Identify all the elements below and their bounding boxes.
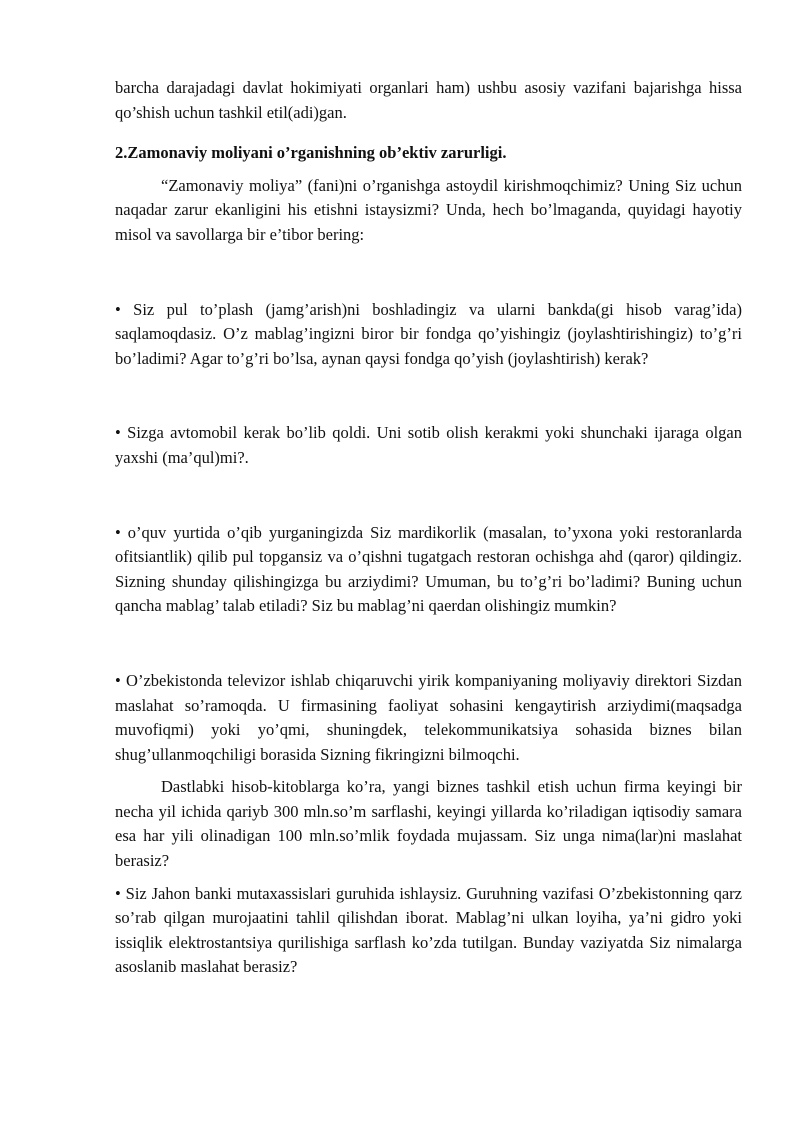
bullet-item-car: • Sizga avtomobil kerak bo’lib qoldi. Uni sotib olish kerakmi yoki shunchaki ijaraga olgan yaxshi (ma’qul)mi?. <box>115 423 742 467</box>
followup-paragraph: Dastlabki hisob-kitoblarga ko’ra, yangi biznes tashkil etish uchun firma keyingi bir necha yil ichida qariyb 300 mln.so’m sarflashi, keyingi yillarda ko’riladigan iqtisodiy samara esa har yili olinadigan 100 mln.so’mlik foydada mujassam. Siz unga nima(lar)ni maslahat berasiz? <box>115 777 742 871</box>
document-page <box>115 76 742 980</box>
lead-paragraph: “Zamonaviy moliya” (fani)ni o’rganishga astoydil kirishmoqchimiz? Uning Siz uchun naqadar zarur ekanligini his etishni istaysizmi? Unda, hech bo’lmaganda, quyidagi hayotiy misol va savollarga bir e’tibor bering: <box>115 175 742 244</box>
bullet-item-tv-company: • O’zbekistonda televizor ishlab chiqaruvchi yirik kompaniyaning moliyaviy direktori Sizdan maslahat so’ramoqda. U firmasining faoliyat sohasini kengaytirish arziydimi(maqsadga muvofiqmi) yoki yo’qmi, shuningdek, telekommunikatsiya sohasida biznes bilan shug’ullanmoqchiligi borasida Sizning fikringizni bilmoqchi. <box>115 670 742 764</box>
bullet-item-savings: • Siz pul to’plash (jamg’arish)ni boshladingiz va ularni bankda(gi hisob varag’ida) saqlamoqdasiz. O’z mablag’ingizni biror bir fondga qo’yishingiz (joylashtirishingiz) to’g’ri bo’ladimi? Agar to’g’ri bo’lsa, aynan qaysi fondga qo’yish (joylashtirish) kerak? <box>115 299 742 368</box>
intro-paragraph-tail: barcha darajadagi davlat hokimiyati organlari ham) ushbu asosiy vazifani bajarishga hissa qo’shish uchun tashkil etil(adi)gan. <box>115 78 742 122</box>
section-heading: 2.Zamonaviy moliyani o’rganishning ob’ektiv zarurligi. <box>115 143 507 163</box>
bullet-item-world-bank: • Siz Jahon banki mutaxassislari guruhida ishlaysiz. Guruhning vazifasi O’zbekistonning qarz so’rab qilgan murojaatini tahlil qilishdan iborat. Mablag’ni ulkan loyiha, ya’ni gidro yoki issiqlik elektrostantsiya qurilishiga sarflash ko’zda tutilgan. Bunday vaziyatda Siz nimalarga asoslanib maslahat berasiz? <box>115 883 742 977</box>
bullet-item-restaurant: • o’quv yurtida o’qib yurganingizda Siz mardikorlik (masalan, to’yxona yoki restoranlarda ofitsiantlik) qilib pul topgansiz va o’qishni tugatgach restoran ochishga ahd (qaror) qildingiz. Sizning shunday qilishingizga bu arziydimi? Umuman, bu to’g’ri bo’ladimi? Buning uchun qancha mablag’ talab etiladi? Siz bu mablag’ni qaerdan olishingiz mumkin? <box>115 522 742 616</box>
